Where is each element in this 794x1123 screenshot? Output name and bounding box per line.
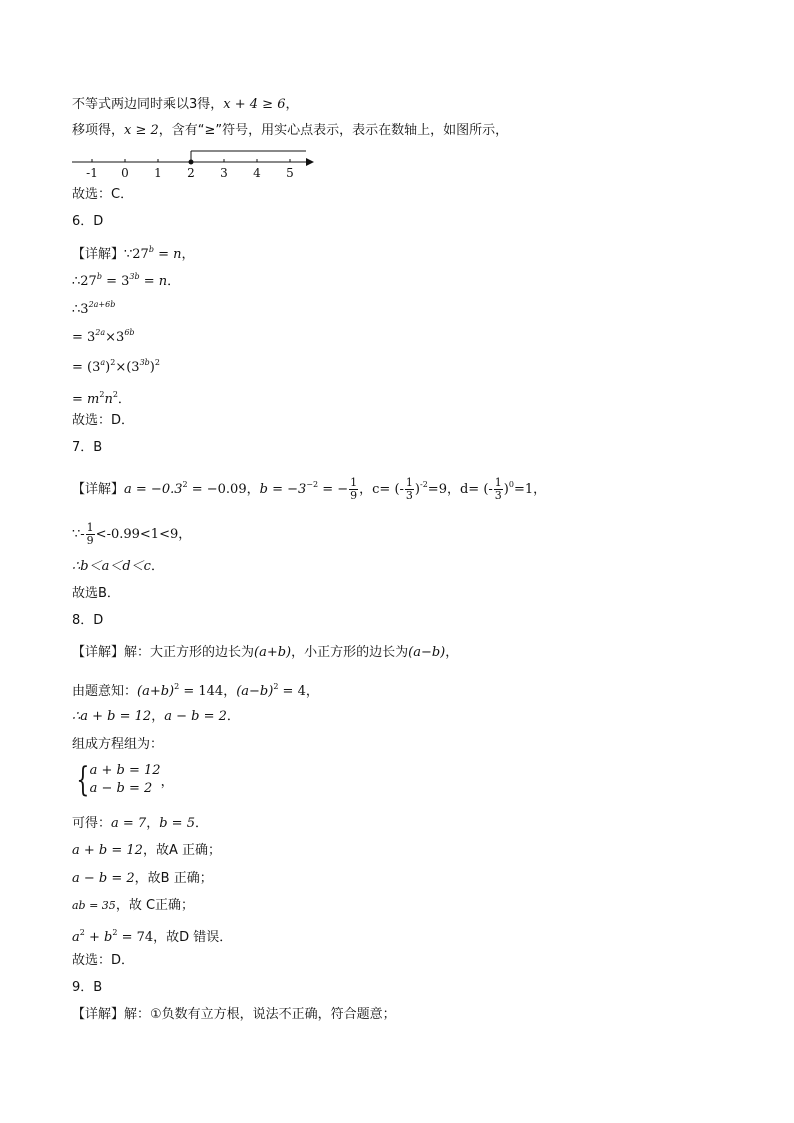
- text: 组成方程组为：: [72, 737, 164, 752]
- text: 故选B．: [72, 586, 120, 601]
- solution-8-line-6: [72, 842, 221, 860]
- solution-line-3: [72, 186, 133, 204]
- text: 可得：: [72, 816, 112, 831]
- question-8-answer: [72, 612, 103, 630]
- text: ，故 C正确；: [115, 898, 195, 913]
- denominator: 3: [494, 489, 502, 502]
- punct: ，: [151, 709, 165, 724]
- solution-6-line-6: [72, 386, 131, 409]
- tick-label: -1: [86, 166, 98, 180]
- exp: 6b: [124, 328, 135, 337]
- solution-8-line-3: [72, 708, 240, 726]
- solution-8-line-10: [72, 952, 134, 970]
- label: 【详解】∵: [72, 247, 133, 262]
- math: ): [149, 360, 155, 375]
- exp: 2: [99, 390, 105, 399]
- exp: 2: [110, 358, 116, 367]
- fraction: [86, 522, 95, 547]
- therefore: ∴: [72, 302, 81, 317]
- math: ∴b＜a＜d＜c: [72, 559, 151, 574]
- solution-6-line-2: [72, 268, 180, 291]
- equation-system: [72, 762, 174, 798]
- math: 27: [132, 247, 149, 262]
- solution-6-line-5: [72, 354, 160, 377]
- punct: ，: [146, 816, 160, 831]
- exp: 2a+6b: [88, 300, 116, 309]
- math: (a+b): [254, 645, 292, 660]
- exp: 2: [273, 682, 279, 691]
- label: 【详解】: [72, 482, 125, 497]
- fraction: [494, 477, 503, 502]
- text: ，故A 正确；: [142, 843, 221, 858]
- text: 8．D: [72, 613, 104, 628]
- math: = −0.09: [187, 482, 247, 497]
- punct: ，: [359, 482, 373, 497]
- math: = m: [72, 392, 100, 407]
- math: b = 5: [159, 816, 195, 831]
- text: 故选：D．: [72, 413, 135, 428]
- exp: −2: [306, 480, 319, 489]
- text: 故选：D．: [72, 953, 135, 968]
- tick-label: 0: [121, 166, 129, 180]
- solution-7-line-2: [72, 522, 191, 547]
- numerator: 1: [86, 521, 94, 534]
- text: ，含有“≥”符号，用实心点表示，表示在数轴上，如图所示，: [158, 123, 509, 138]
- brace: {: [76, 760, 90, 800]
- exp: 2: [112, 928, 118, 937]
- math: ∴a + b = 12: [72, 709, 152, 724]
- math: = 4: [278, 684, 306, 699]
- number-line: [70, 146, 320, 180]
- math: (a−b): [236, 684, 274, 699]
- text: ，故D 错误．: [153, 930, 233, 945]
- math: a − b = 2: [72, 871, 135, 886]
- math: = (3: [72, 360, 101, 375]
- math: =9: [427, 482, 447, 497]
- punct: ，: [305, 684, 319, 699]
- math: ): [105, 360, 111, 375]
- math: n: [104, 392, 113, 407]
- solution-8-line-2: [72, 678, 319, 701]
- exp: 2: [112, 390, 118, 399]
- exp: 2: [79, 928, 85, 937]
- math: = n: [139, 274, 168, 289]
- text: 故选：C．: [72, 187, 134, 202]
- tick-label: 3: [220, 166, 228, 180]
- solution-6-line-3: [72, 296, 115, 319]
- exp: b: [148, 245, 154, 254]
- solution-line-2: [72, 122, 508, 140]
- text: 9．B: [72, 980, 103, 995]
- punct: ，: [533, 482, 547, 497]
- math: a: [72, 930, 80, 945]
- text: ，小正方形的边长为: [291, 645, 409, 660]
- equation-2: a − b = 2: [89, 781, 153, 796]
- solution-7-line-1: [72, 476, 546, 502]
- math: + b: [84, 930, 113, 945]
- question-6-answer: [72, 213, 103, 231]
- punct: ，: [285, 97, 299, 112]
- math: <-0.99<1<9: [95, 527, 179, 542]
- solution-8-line-9: [72, 924, 232, 947]
- solution-8-line-8: [72, 897, 194, 915]
- math: (a+b): [137, 684, 175, 699]
- exp: 0: [508, 480, 514, 489]
- math: = 3: [72, 330, 96, 345]
- solution-9-line-1: [72, 1006, 396, 1024]
- solution-6-line-4: [72, 324, 135, 347]
- math: a − b = 2: [164, 709, 227, 724]
- math: ): [503, 482, 509, 497]
- punct: ，: [246, 482, 260, 497]
- tick-label: 5: [286, 166, 294, 180]
- math: 3: [80, 302, 89, 317]
- question-7-answer: [72, 439, 102, 457]
- math: =1: [513, 482, 534, 497]
- exp: 2: [174, 682, 180, 691]
- tick-label: 4: [253, 166, 261, 180]
- exp: 3b: [129, 272, 140, 281]
- math: ): [414, 482, 420, 497]
- numerator: 1: [350, 476, 358, 489]
- tick-label: 1: [154, 166, 162, 180]
- exp: 3b: [139, 358, 150, 367]
- math: ab = 35: [72, 899, 116, 912]
- solution-8-line-4: [72, 736, 163, 754]
- solution-7-line-4: [72, 585, 120, 603]
- therefore: ∴: [72, 274, 81, 289]
- exp: 2a: [95, 328, 106, 337]
- punct: ．: [194, 816, 208, 831]
- text: 7．B: [72, 440, 103, 455]
- exp: -2: [420, 480, 428, 489]
- numerator: 1: [405, 476, 413, 489]
- math: a = −0.3: [124, 482, 183, 497]
- text: ，故B 正确；: [134, 871, 213, 886]
- text: 移项得，: [72, 123, 125, 138]
- exp: 2: [154, 358, 160, 367]
- text: 【详解】解：大正方形的边长为: [72, 645, 255, 660]
- math: a + b = 12: [72, 843, 143, 858]
- solution-6-line-7: [72, 412, 134, 430]
- math: a = 7: [111, 816, 147, 831]
- math: b = −3: [259, 482, 307, 497]
- inequality: x ≥ 2: [124, 123, 159, 138]
- punct: ，: [178, 527, 192, 542]
- denominator: 9: [350, 489, 358, 502]
- fraction: [349, 477, 358, 502]
- math: 27: [80, 274, 97, 289]
- text: 【详解】解：①负数有立方根，说法不正确，符合题意；: [72, 1007, 396, 1022]
- solution-7-line-3: [72, 558, 164, 576]
- math: ∵-: [72, 527, 85, 542]
- denominator: 3: [405, 489, 413, 502]
- punct: ．: [150, 559, 164, 574]
- punct: ．: [226, 709, 240, 724]
- punct: ．: [167, 274, 181, 289]
- exp: b: [96, 272, 102, 281]
- math: = 74: [117, 930, 154, 945]
- punct: ，: [445, 645, 459, 660]
- punct: ，: [181, 247, 195, 262]
- text: 由题意知：: [72, 684, 138, 699]
- text: 6．D: [72, 214, 104, 229]
- solution-8-line-5: [72, 815, 208, 833]
- solution-6-line-1: [72, 241, 195, 264]
- exp: a: [100, 358, 106, 367]
- math: (a−b): [408, 645, 446, 660]
- math: d= (-: [459, 482, 493, 497]
- numerator: 1: [494, 476, 502, 489]
- exp: 2: [182, 480, 188, 489]
- solution-8-line-7: [72, 870, 213, 888]
- axis-arrow: [306, 158, 314, 166]
- equation-1: a + b = 12: [89, 763, 161, 778]
- denominator: 9: [86, 534, 94, 547]
- math: = 3: [101, 274, 130, 289]
- text: 不等式两边同时乘以3得，: [72, 97, 224, 112]
- math: = −: [318, 482, 349, 497]
- fraction: [405, 477, 414, 502]
- math: = n: [153, 247, 182, 262]
- punct: ，: [160, 774, 174, 790]
- math: ×3: [105, 330, 125, 345]
- tick-label: 2: [187, 166, 195, 180]
- punct: ．: [117, 392, 131, 407]
- math: c= (-: [372, 482, 404, 497]
- punct: ，: [446, 482, 460, 497]
- question-9-answer: [72, 979, 102, 997]
- math: ×(3: [115, 360, 140, 375]
- solution-8-line-1: [72, 644, 458, 662]
- solution-line-1: [72, 96, 299, 114]
- punct: ，: [223, 684, 237, 699]
- math: = 144: [179, 684, 224, 699]
- equations: [90, 762, 161, 798]
- inequality: x + 4 ≥ 6: [223, 97, 286, 112]
